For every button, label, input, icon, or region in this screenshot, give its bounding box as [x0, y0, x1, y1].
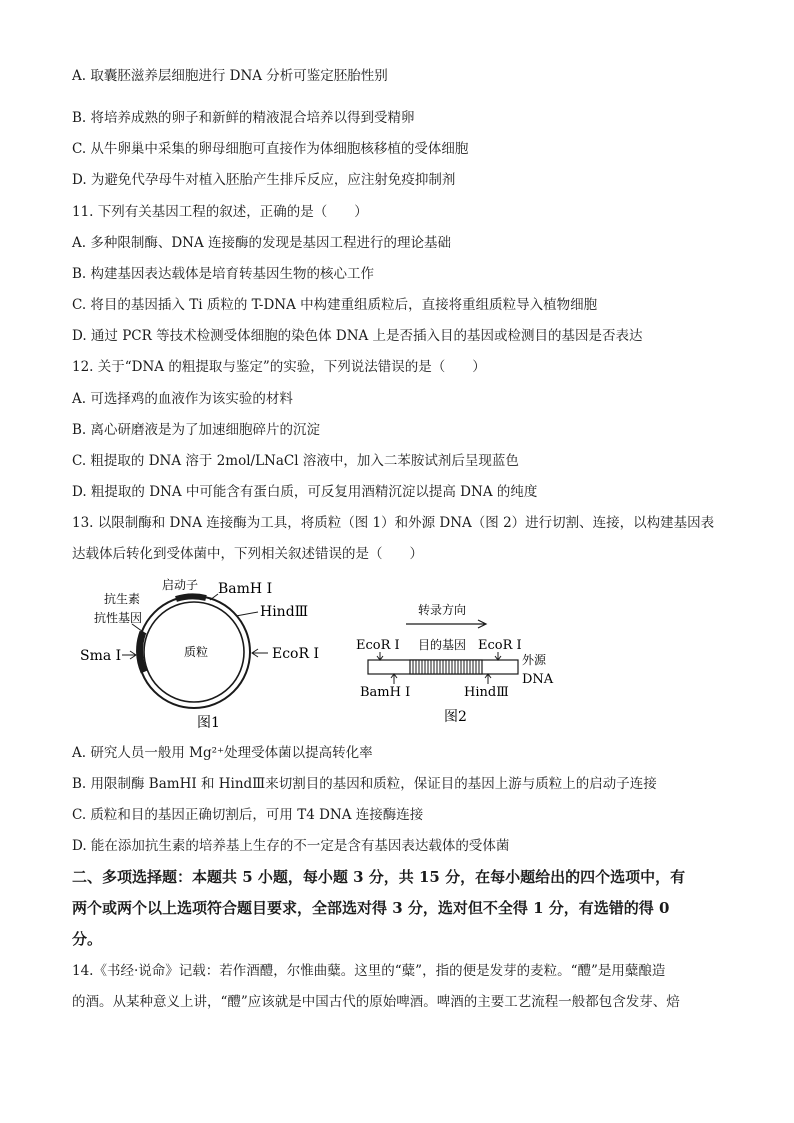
q10-option-c: C. 从牛卵巢中采集的卵母细胞可直接作为体细胞核移植的受体细胞 [72, 141, 469, 157]
foreign-dna-figure [350, 600, 570, 728]
q11-option-a: A. 多种限制酶、DNA 连接酶的发现是基因工程进行的理论基础 [72, 235, 452, 251]
section2-heading-line3: 分。 [72, 930, 103, 948]
q10-option-a: A. 取囊胚滋养层细胞进行 DNA 分析可鉴定胚胎性别 [72, 68, 388, 84]
ecori-left-arrow [377, 652, 383, 660]
site-bamhi-label-2: BamH Ⅰ [360, 685, 411, 700]
site-ecori-label: EcoR Ⅰ [272, 646, 320, 662]
site-ecori-right-label: EcoR Ⅰ [478, 638, 522, 653]
q13-option-a: A. 研究人员一般用 Mg²⁺处理受体菌以提高转化率 [72, 745, 373, 761]
bamhi-arrow [391, 674, 397, 684]
promoter-block [176, 596, 206, 599]
q14-line2: 的酒。从某种意义上讲，“醴”应该就是中国古代的原始啤酒。啤酒的主要工艺流程一般都包含发芽、焙 [72, 994, 680, 1010]
fig1-caption: 图1 [197, 715, 220, 731]
hindiii-arrow [485, 674, 491, 684]
q13-option-c: C. 质粒和目的基因正确切割后，可用 T4 DNA 连接酶连接 [72, 807, 424, 823]
resistance-label-2: 抗性基因 [94, 611, 143, 625]
section2-heading-line2: 两个或两个以上选项符合题目要求，全部选对得 3 分，选对但不全得 1 分，有选错的得 0 [72, 899, 670, 917]
q12-option-d: D. 粗提取的 DNA 中可能含有蛋白质，可反复用酒精沉淀以提高 DNA 的纯度 [72, 484, 538, 500]
site-ecori-arrow [252, 649, 268, 657]
q11-option-d: D. 通过 PCR 等技术检测受体细胞的染色体 DNA 上是否插入目的基因或检测目的基因是否表达 [72, 328, 643, 344]
q11-option-b: B. 构建基因表达载体是培育转基因生物的核心工作 [72, 266, 375, 282]
plasmid-center-label: 质粒 [184, 645, 209, 659]
q10-option-d: D. 为避免代孕母牛对植入胚胎产生排斥反应，应注射免疫抑制剂 [72, 172, 456, 188]
site-bamhi-label: BamH Ⅰ [218, 581, 273, 597]
q12-stem: 12. 关于“DNA 的粗提取与鉴定”的实验，下列说法错误的是（ ） [72, 359, 486, 375]
site-smai-label: Sma Ⅰ [80, 648, 122, 664]
q12-option-a: A. 可选择鸡的血液作为该实验的材料 [72, 391, 293, 407]
plasmid-figure [72, 572, 342, 737]
q12-option-b: B. 离心研磨液是为了加速细胞碎片的沉淀 [72, 422, 321, 438]
q12-option-c: C. 粗提取的 DNA 溶于 2mol/LNaCl 溶液中，加入二苯胺试剂后呈现蓝色 [72, 453, 519, 469]
resistance-label-1: 抗生素 [104, 592, 141, 606]
direction-arrow [406, 620, 486, 628]
promoter-label: 启动子 [162, 578, 199, 592]
site-hindiii-pointer [236, 612, 258, 616]
site-smai-arrow [122, 651, 136, 659]
foreign-label: 外源 [522, 653, 547, 667]
gene-label: 目的基因 [418, 638, 467, 652]
site-ecori-left-label: EcoR Ⅰ [356, 638, 400, 653]
section2-heading-line1: 二、多项选择题：本题共 5 小题，每小题 3 分，共 15 分，在每小题给出的四个选项中，有 [72, 868, 686, 886]
q13-option-b: B. 用限制酶 BamHI 和 HindⅢ来切割目的基因和质粒，保证目的基因上游与质粒上的启动子连接 [72, 776, 657, 792]
q13-stem-line1: 13. 以限制酶和 DNA 连接酶为工具，将质粒（图 1）和外源 DNA（图 2）进行切割、连接，以构建基因表 [72, 515, 715, 531]
fig2-caption: 图2 [444, 709, 467, 725]
q11-option-c: C. 将目的基因插入 Ti 质粒的 T-DNA 中构建重组质粒后，直接将重组质粒导入植物细胞 [72, 297, 598, 313]
q13-stem-line2: 达载体后转化到受体菌中，下列相关叙述错误的是（ ） [72, 546, 423, 562]
dna-label: DNA [522, 672, 554, 687]
q10-option-b: B. 将培养成熟的卵子和新鲜的精液混合培养以得到受精卵 [72, 110, 415, 126]
q11-stem: 11. 下列有关基因工程的叙述，正确的是（ ） [72, 204, 368, 220]
site-hindiii-label-2: HindⅢ [464, 685, 509, 700]
direction-label: 转录方向 [418, 603, 467, 617]
ecori-right-arrow [495, 652, 501, 660]
q13-option-d: D. 能在添加抗生素的培养基上生存的不一定是含有基因表达载体的受体菌 [72, 838, 510, 854]
q14-line1: 14.《书经·说命》记载：若作酒醴，尔惟曲糵。这里的“糵”，指的便是发芽的麦粒。“醴”是用糵酿造 [72, 963, 666, 979]
site-hindiii-label: HindⅢ [260, 604, 309, 620]
